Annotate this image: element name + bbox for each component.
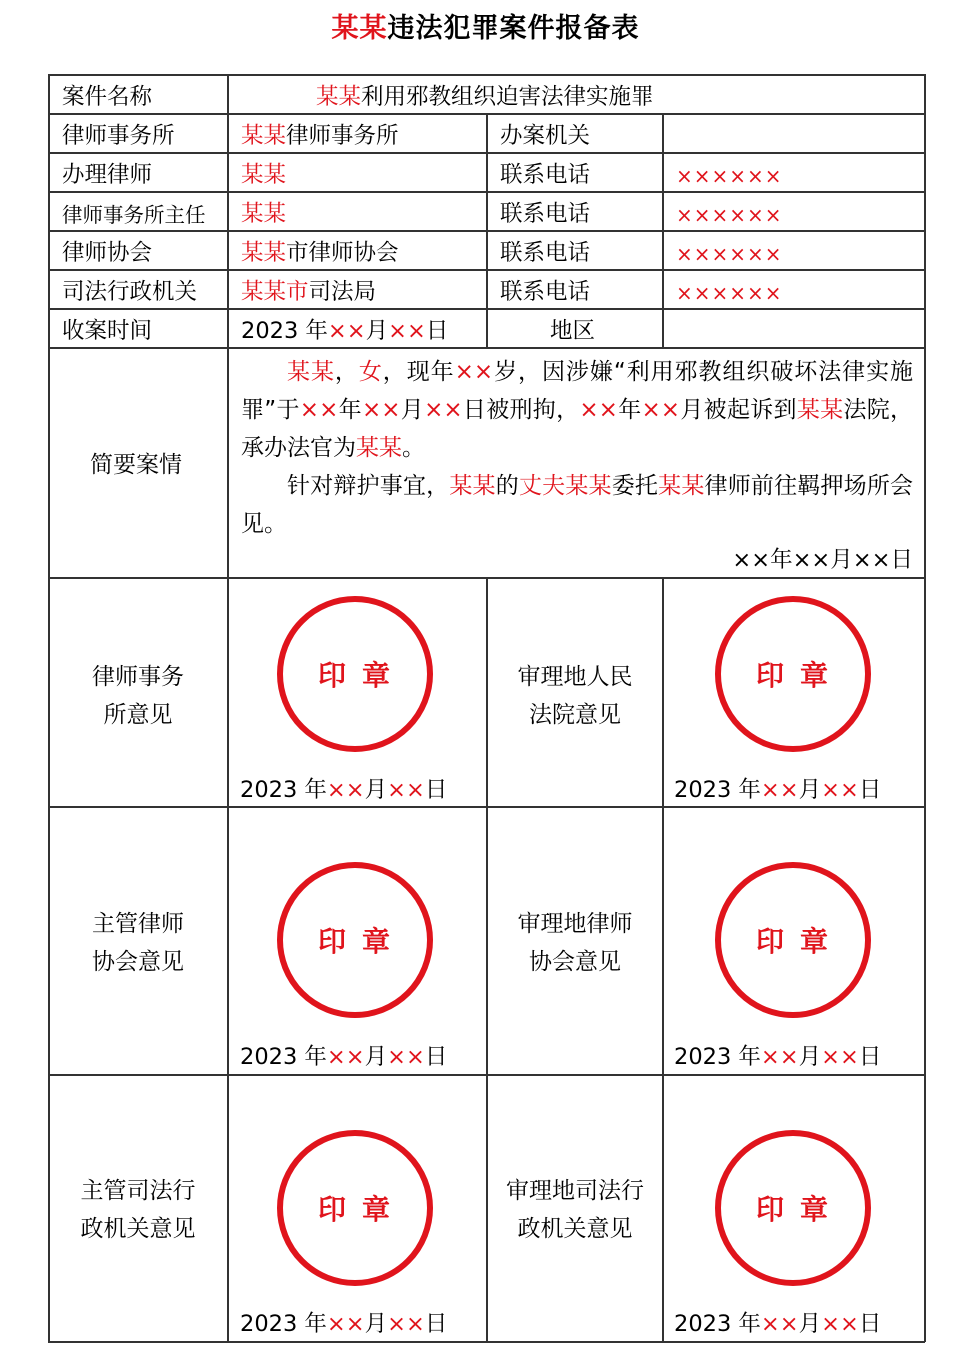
seal-date: 2023 年××月××日 [674, 1311, 882, 1337]
seal-date: 2023 年××月××日 [240, 1044, 448, 1070]
association-label: 律师协会 [62, 240, 153, 266]
judicial-phone-value: ×××××× [676, 281, 783, 305]
report-table [48, 74, 925, 1342]
case-name-value: 某某利用邪教组织迫害法律实施罪 [316, 84, 654, 110]
director-phone-label: 联系电话 [500, 201, 591, 227]
supervising-judicial-opinion-label: 主管司法行 政机关意见 [80, 1178, 196, 1242]
row-divider [48, 347, 925, 349]
table-border-top [48, 74, 925, 76]
director-value: 某某 [241, 201, 287, 227]
seal-date: 2023 年××月××日 [240, 777, 448, 803]
judicial-phone-label: 联系电话 [500, 279, 591, 305]
handling-agency-label: 办案机关 [500, 123, 591, 149]
col-divider [486, 113, 488, 347]
law-firm-opinion-label: 律师事务 所意见 [92, 664, 184, 728]
filing-time-value: 2023 年××月××日 [241, 318, 449, 344]
lawyer-phone-value: ×××××× [676, 164, 783, 188]
director-phone-value: ×××××× [676, 203, 783, 227]
official-seal: 印章 [715, 596, 871, 752]
law-firm-value: 某某律师事务所 [241, 123, 399, 149]
seal-date: 2023 年××月××日 [674, 777, 882, 803]
trial-judicial-opinion-label: 审理地司法行 政机关意见 [506, 1178, 644, 1242]
official-seal: 印章 [277, 596, 433, 752]
summary-paragraph-2: 针对辩护事宜，某某的丈夫某某委托某某律师前往羁押场所会见。 [241, 473, 914, 537]
lawyer-phone-label: 联系电话 [500, 162, 591, 188]
court-opinion-label: 审理地人民 法院意见 [517, 664, 633, 728]
association-phone-label: 联系电话 [500, 240, 591, 266]
table-border-right [924, 74, 926, 1342]
seal-date: 2023 年××月××日 [240, 1311, 448, 1337]
seal-date: 2023 年××月××日 [674, 1044, 882, 1070]
official-seal: 印章 [715, 862, 871, 1018]
association-value: 某某市律师协会 [241, 240, 399, 266]
case-name-label: 案件名称 [62, 84, 153, 110]
official-seal: 印章 [277, 1130, 433, 1286]
filing-time-label: 收案时间 [62, 318, 153, 344]
summary-paragraph-1: 某某，女，现年××岁，因涉嫌“利用邪教组织破坏法律实施罪”于××年××月××日被刑拘，××年××月被起诉到某某法院，承办法官为某某。 [241, 359, 914, 461]
lawyer-label: 办理律师 [62, 162, 153, 188]
judicial-value: 某某市司法局 [241, 279, 377, 305]
region-label: 地区 [550, 318, 596, 344]
summary-date: ××年××月××日 [732, 547, 913, 573]
judicial-label: 司法行政机关 [62, 279, 198, 305]
summary-label: 简要案情 [90, 452, 182, 478]
page-title: 某某违法犯罪案件报备表 [331, 13, 640, 44]
director-label: 律师事务所主任 [62, 203, 206, 227]
official-seal: 印章 [715, 1130, 871, 1286]
trial-association-opinion-label: 审理地律师 协会意见 [517, 911, 633, 975]
association-phone-value: ×××××× [676, 242, 783, 266]
supervising-association-opinion-label: 主管律师 协会意见 [92, 911, 184, 975]
col-divider [662, 113, 664, 347]
official-seal: 印章 [277, 862, 433, 1018]
law-firm-label: 律师事务所 [62, 123, 175, 149]
lawyer-value: 某某 [241, 162, 287, 188]
